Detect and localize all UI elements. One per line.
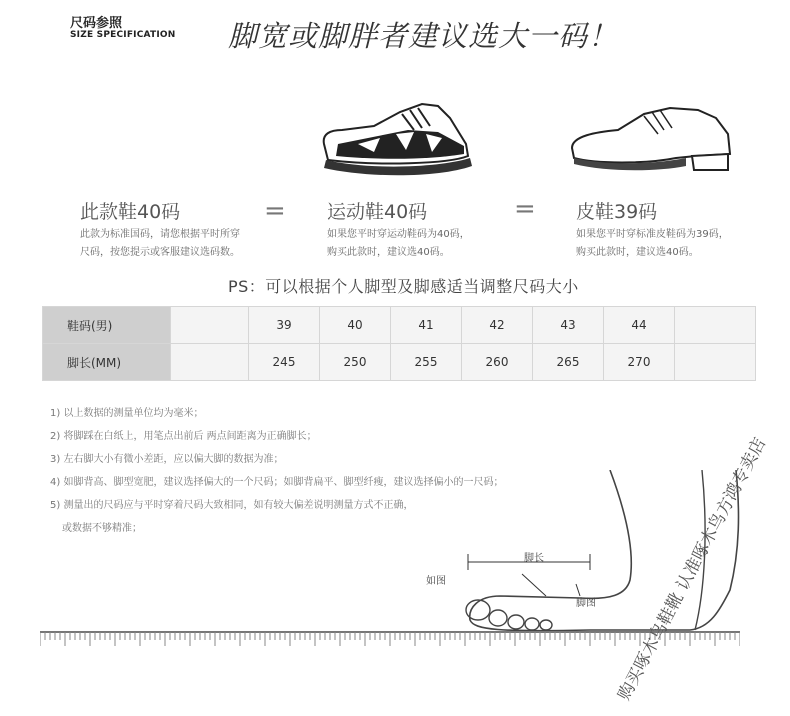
shoe-desc-this [80,226,280,262]
equals-sign: = [264,196,286,226]
shoe-desc-sneaker [327,226,527,262]
table-cell: 255 [391,344,462,381]
table-row [43,344,756,381]
shoe-desc-line: 如果您平时穿标准皮鞋码为39码， [576,229,729,240]
table-cell: 250 [320,344,391,381]
row-label-shoe-size: 鞋码(男) [43,307,171,344]
shoe-title-this: 此款鞋40码 [80,201,181,223]
shoe-title-sneaker: 运动鞋40码 [327,201,428,223]
note-item: 2) 将脚踩在白纸上，用笔点出前后 两点间距离为正确脚长； [50,431,317,442]
table-row [43,307,756,344]
note-item: 4) 如脚背高、脚型宽肥，建议选择偏大的一个尺码；如脚背扁平、脚型纤瘦，建议选择偏小的一尺码； [50,477,504,488]
dress-shoe-image [566,104,736,176]
table-cell: 245 [249,344,320,381]
note-item: 3) 左右脚大小有微小差距，应以偏大脚的数据为准； [50,454,284,465]
table-cell [171,307,249,344]
example-label: 如图 [426,576,446,587]
foot-label: 脚图 [576,598,596,609]
table-cell: 40 [320,307,391,344]
shoe-desc-line: 此款为标准国码，请您根据平时所穿 [80,229,240,240]
table-cell: 41 [391,307,462,344]
equals-sign: = [514,194,536,224]
note-item: 5) 测量出的尺码应与平时穿着尺码大致相同，如有较大偏差说明测量方式不正确， [50,500,414,511]
foot-length-label: 脚长 [524,553,544,564]
table-cell [675,344,756,381]
size-spec-title-cn: 尺码参照 [70,16,123,31]
table-cell: 270 [604,344,675,381]
shoe-title-leather: 皮鞋39码 [576,201,658,223]
measurement-notes [50,402,503,540]
sneaker-image [318,100,478,180]
size-table [42,306,756,381]
table-cell [675,307,756,344]
ps-note: PS：可以根据个人脚型及脚感适当调整尺码大小 [228,277,579,296]
shoe-desc-line: 购买此款时，建议选40码。 [576,247,699,258]
table-cell [171,344,249,381]
shoe-desc-line: 如果您平时穿运动鞋码为40码， [327,229,470,240]
note-item: 1) 以上数据的测量单位均为毫米； [50,408,204,419]
shoe-desc-line: 尺码，按您提示或客服建议选码数。 [80,247,240,258]
row-label-foot-length: 脚长(MM) [43,344,171,381]
size-spec-title-en: SIZE SPECIFICATION [70,30,176,40]
table-cell: 43 [533,307,604,344]
shoe-desc-leather [576,226,776,262]
table-cell: 265 [533,344,604,381]
shoe-desc-line: 购买此款时，建议选40码。 [327,247,450,258]
table-cell: 39 [249,307,320,344]
table-cell: 44 [604,307,675,344]
table-cell: 260 [462,344,533,381]
table-cell: 42 [462,307,533,344]
note-item: 或数据不够精准； [62,523,142,534]
headline: 脚宽或脚胖者建议选大一码！ [228,19,619,53]
shop-watermark: 购买啄木鸟鞋靴 认准啄木鸟方鸿专卖店 [614,434,771,704]
